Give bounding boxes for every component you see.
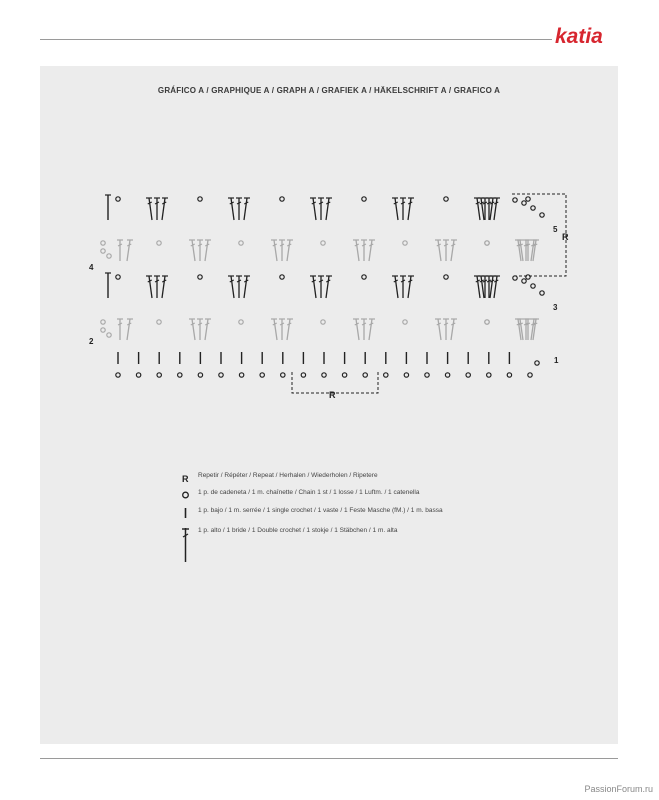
double-crochet-stitch [477,198,480,220]
chain-stitch [444,197,448,201]
row-number-3: 3 [553,303,558,312]
double-crochet-icon [176,525,196,565]
chain-stitch [198,275,202,279]
chain-stitch [526,197,530,201]
chain-stitch [101,249,105,253]
double-crochet-stitch [326,198,329,220]
legend-repeat-text: Repetir / Répéter / Repeat / Herhalen / Wiederholen / Ripetere [198,472,378,479]
row-number-4: 4 [89,263,94,272]
legend-chain-text: 1 p. de cadeneta / 1 m. chaînette / Chain 1 st / 1 losse / 1 Luftm. / 1 catenella [198,489,420,496]
double-crochet-stitch [438,240,441,261]
double-crochet-stitch [274,240,277,261]
chain-stitch [116,373,120,377]
chain-stitch [239,241,243,245]
repeat-label-right: R [562,232,569,242]
bottom-rule [40,758,618,759]
chain-stitch [425,373,429,377]
double-crochet-stitch [162,276,165,298]
chain-stitch [322,373,326,377]
row-number-2: 2 [89,337,94,346]
chain-stitch [157,241,161,245]
double-crochet-stitch [127,319,130,340]
double-crochet-stitch [127,240,130,261]
chain-stitch [101,328,105,332]
chain-stitch [107,254,111,258]
chain-stitch [362,197,366,201]
row-number-1: 1 [554,356,559,365]
double-crochet-stitch [395,198,398,220]
chain-stitch [116,197,120,201]
double-crochet-stitch [231,276,234,298]
chain-stitch [363,373,367,377]
chain-stitch [280,275,284,279]
watermark: PassionForum.ru [584,784,653,794]
double-crochet-stitch [490,198,493,220]
chain-stitch [522,201,526,205]
chain-stitch [403,241,407,245]
double-crochet-stitch [356,240,359,261]
chain-stitch [219,373,223,377]
double-crochet-stitch [231,198,234,220]
chain-stitch [116,275,120,279]
chain-stitch [485,241,489,245]
chain-stitch [342,373,346,377]
chain-stitch [540,291,544,295]
chain-stitch [178,373,182,377]
chain-stitch [404,373,408,377]
chain-stitch [101,320,105,324]
chain-stitch [157,373,161,377]
double-crochet-stitch [149,198,152,220]
chain-stitch [136,373,140,377]
chain-stitch [513,198,517,202]
chain-stitch [301,373,305,377]
double-crochet-stitch [408,276,411,298]
double-crochet-stitch [149,276,152,298]
double-crochet-stitch [313,276,316,298]
double-crochet-stitch [438,319,441,340]
repeat-bracket-vertical [512,194,566,276]
chain-stitch [260,373,264,377]
chain-stitch [535,361,539,365]
chain-stitch [157,320,161,324]
double-crochet-stitch [395,276,398,298]
repeat-label-bottom: R [329,390,336,400]
double-crochet-stitch [451,240,454,261]
chain-stitch [239,373,243,377]
chain-stitch [101,241,105,245]
double-crochet-stitch [192,319,195,340]
chain-stitch [466,373,470,377]
double-crochet-stitch [274,319,277,340]
repeat-symbol [176,470,196,486]
chain-stitch [281,373,285,377]
chain-stitch [526,275,530,279]
chain-stitch [321,320,325,324]
chain-stitch [362,275,366,279]
double-crochet-stitch [205,319,208,340]
double-crochet-stitch [244,198,247,220]
chain-stitch [507,373,511,377]
double-crochet-stitch [490,276,493,298]
double-crochet-stitch [477,276,480,298]
chain-stitch [280,197,284,201]
chain-stitch [107,333,111,337]
chain-stitch [522,279,526,283]
chain-stitch [485,320,489,324]
chain-stitch [487,373,491,377]
double-crochet-stitch [481,276,484,298]
legend-single-crochet-text: 1 p. bajo / 1 m. serrée / 1 single crochet / 1 vaste / 1 Feste Masche (fM.) / 1 m. bassa [198,507,443,514]
double-crochet-stitch [408,198,411,220]
chain-stitch [445,373,449,377]
repeat-legend-mark: R [182,474,189,484]
chain-stitch [531,284,535,288]
chain-stitch [528,373,532,377]
chain-stitch [198,197,202,201]
chain-stitch [403,320,407,324]
chain-stitch [444,275,448,279]
chain-stitch [531,206,535,210]
chain-stitch [239,320,243,324]
legend-double-crochet-text: 1 p. alto / 1 bride / 1 Double crochet / 1 stokje / 1 Stäbchen / 1 m. alta [198,527,398,534]
chain-stitch [198,373,202,377]
double-crochet-stitch [244,276,247,298]
double-crochet-stitch [205,240,208,261]
row-number-5: 5 [553,225,558,234]
chain-icon [176,487,196,503]
double-crochet-stitch [481,198,484,220]
double-crochet-stitch [494,276,497,298]
double-crochet-stitch [451,319,454,340]
chain-stitch [540,213,544,217]
single-crochet-icon [176,505,196,521]
double-crochet-stitch [162,198,165,220]
chain-stitch [321,241,325,245]
chain-stitch [384,373,388,377]
double-crochet-stitch [356,319,359,340]
svg-text:katia: katia [555,25,603,48]
double-crochet-stitch [369,240,372,261]
double-crochet-stitch [369,319,372,340]
double-crochet-stitch [192,240,195,261]
double-crochet-stitch [313,198,316,220]
double-crochet-stitch [494,198,497,220]
chart-title: GRÁFICO A / GRAPHIQUE A / GRAPH A / GRAFIEK A / HÄKELSCHRIFT A / GRAFICO A [157,86,501,95]
double-crochet-stitch [287,240,290,261]
double-crochet-stitch [287,319,290,340]
double-crochet-stitch [326,276,329,298]
